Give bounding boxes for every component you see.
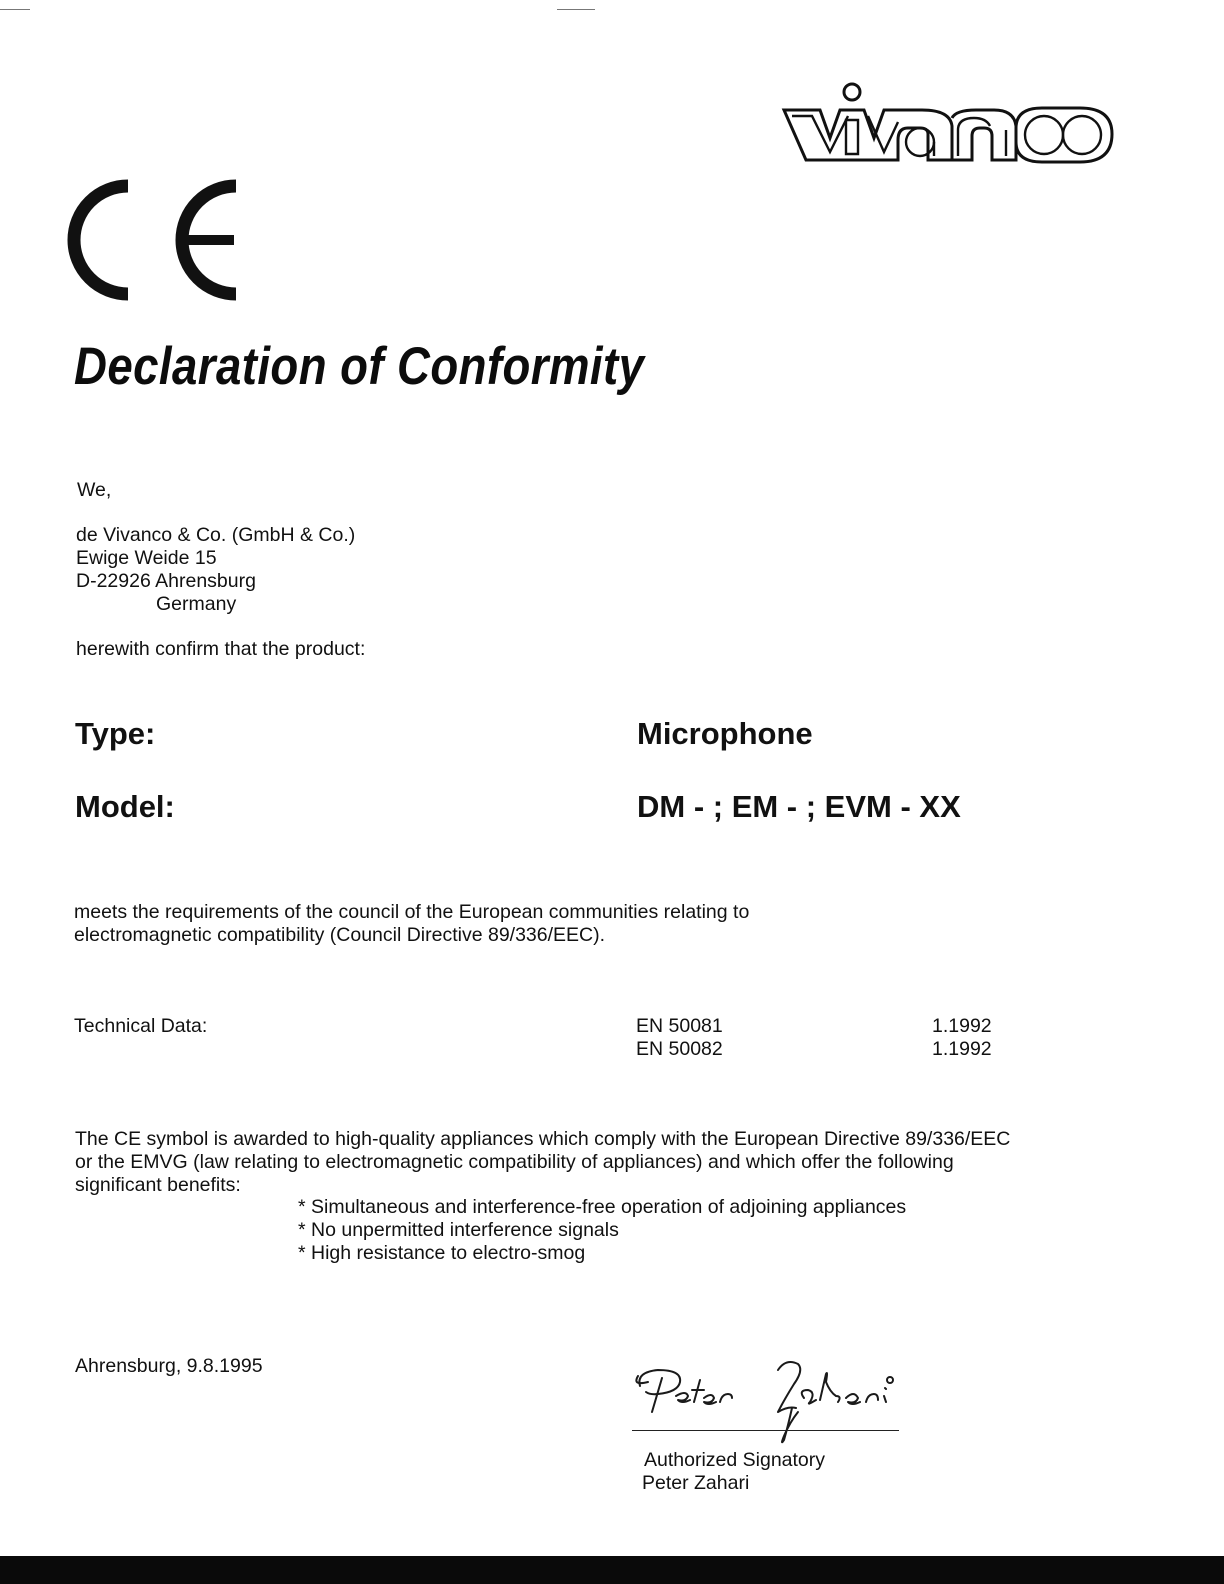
ce-paragraph-line: significant benefits: (75, 1174, 241, 1196)
signatory-title: Authorized Signatory (644, 1449, 826, 1471)
ce-mark (66, 176, 246, 306)
standard-code: EN 50081 (636, 1015, 723, 1037)
technical-standards (636, 1015, 723, 1061)
benefits-list (298, 1196, 906, 1265)
confirm-text: herewith confirm that the product: (76, 638, 366, 660)
requirements-line: meets the requirements of the council of the European communities relating to (74, 901, 750, 923)
technical-dates (932, 1015, 992, 1061)
requirements-text (74, 901, 749, 947)
signature-line (632, 1430, 899, 1431)
signatory-name: Peter Zahari (642, 1472, 750, 1494)
benefit-item: * Simultaneous and interference-free operation of adjoining appliances (298, 1196, 907, 1218)
place-date: Ahrensburg, 9.8.1995 (75, 1355, 263, 1377)
scan-artifact (557, 9, 595, 10)
address-line: D-22926 Ahrensburg (76, 570, 256, 592)
scan-artifact (0, 9, 30, 10)
vivanco-logo (780, 78, 1115, 178)
technical-data-label: Technical Data: (74, 1015, 208, 1037)
requirements-line: electromagnetic compatibility (Council Directive 89/336/EEC). (74, 924, 606, 946)
handwritten-signature (628, 1356, 918, 1448)
ce-paragraph-line: The CE symbol is awarded to high-quality appliances which comply with the European Directive 89/336/EEC (75, 1128, 1011, 1150)
model-value: DM - ; EM - ; EVM - XX (637, 789, 961, 824)
model-label: Model: (75, 789, 175, 824)
type-label: Type: (75, 716, 156, 751)
ce-paragraph (75, 1128, 1010, 1197)
scan-border (0, 1556, 1224, 1584)
intro-text: We, (77, 479, 112, 501)
type-value: Microphone (637, 716, 813, 751)
address-line: Ewige Weide 15 (76, 547, 217, 569)
standard-date: 1.1992 (932, 1038, 992, 1060)
standard-code: EN 50082 (636, 1038, 723, 1060)
company-address (76, 524, 355, 616)
benefit-item: * High resistance to electro-smog (298, 1242, 586, 1264)
document-title: Declaration of Conformity (74, 337, 645, 396)
address-line: de Vivanco & Co. (GmbH & Co.) (76, 524, 356, 546)
benefit-item: * No unpermitted interference signals (298, 1219, 619, 1241)
address-country: Germany (156, 593, 237, 615)
standard-date: 1.1992 (932, 1015, 992, 1037)
ce-paragraph-line: or the EMVG (law relating to electromagnetic compatibility of appliances) and which offer the following (75, 1151, 954, 1173)
